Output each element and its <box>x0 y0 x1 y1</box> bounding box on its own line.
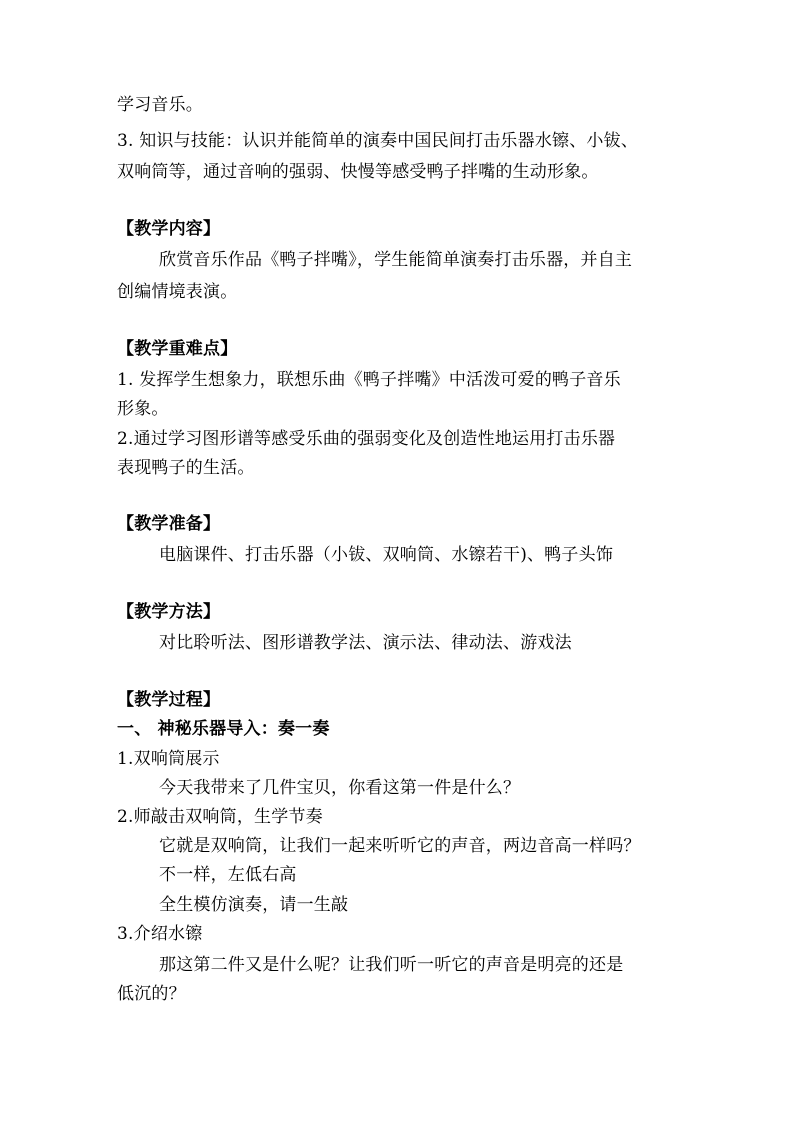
section-heading-methods: 【教学方法】 <box>117 602 221 622</box>
intro-line: 3. 知识与技能：认识并能简单的演奏中国民间打击乐器水镲、小钹、 <box>117 131 639 151</box>
section-heading-keypoints: 【教学重难点】 <box>117 339 238 359</box>
process-text: 今天我带来了几件宝贝，你看这第一件是什么？ <box>159 778 521 798</box>
content-line: 创编情境表演。 <box>117 282 238 302</box>
process-text: 低沉的？ <box>117 984 186 1004</box>
process-text: 全生模仿演奏，请一生敲 <box>159 895 349 915</box>
process-step: 3.介绍水镲 <box>117 924 203 944</box>
process-step: 2.师敲击双响筒，生学节奏 <box>117 807 323 827</box>
process-step: 1.双响筒展示 <box>117 749 220 769</box>
content-line: 欣赏音乐作品《鸭子拌嘴》，学生能简单演奏打击乐器，并自主 <box>159 250 633 270</box>
section-heading-prep: 【教学准备】 <box>117 514 221 534</box>
keypoints-line: 形象。 <box>117 399 169 419</box>
process-text: 那这第二件又是什么呢？让我们听一听它的声音是明亮的还是 <box>159 955 624 975</box>
section-heading-process: 【教学过程】 <box>117 690 221 710</box>
keypoints-line: 表现鸭子的生活。 <box>117 458 255 478</box>
section-heading-content: 【教学内容】 <box>117 219 221 239</box>
prep-line: 电脑课件、打击乐器（小钹、双响筒、水镲若干)、鸭子头饰 <box>159 545 614 565</box>
intro-line: 双响筒等，通过音响的强弱、快慢等感受鸭子拌嘴的生动形象。 <box>117 162 599 182</box>
process-section-title: 一、 神秘乐器导入：奏一奏 <box>117 719 330 739</box>
process-text: 它就是双响筒，让我们一起来听听它的声音，两边音高一样吗？ <box>159 836 641 856</box>
keypoints-line: 1. 发挥学生想象力，联想乐曲《鸭子拌嘴》中活泼可爱的鸭子音乐 <box>117 370 621 390</box>
keypoints-line: 2.通过学习图形谱等感受乐曲的强弱变化及创造性地运用打击乐器 <box>117 429 616 449</box>
process-text: 不一样，左低右高 <box>159 865 297 885</box>
intro-line: 学习音乐。 <box>117 95 203 115</box>
methods-line: 对比聆听法、图形谱教学法、演示法、律动法、游戏法 <box>159 633 572 653</box>
